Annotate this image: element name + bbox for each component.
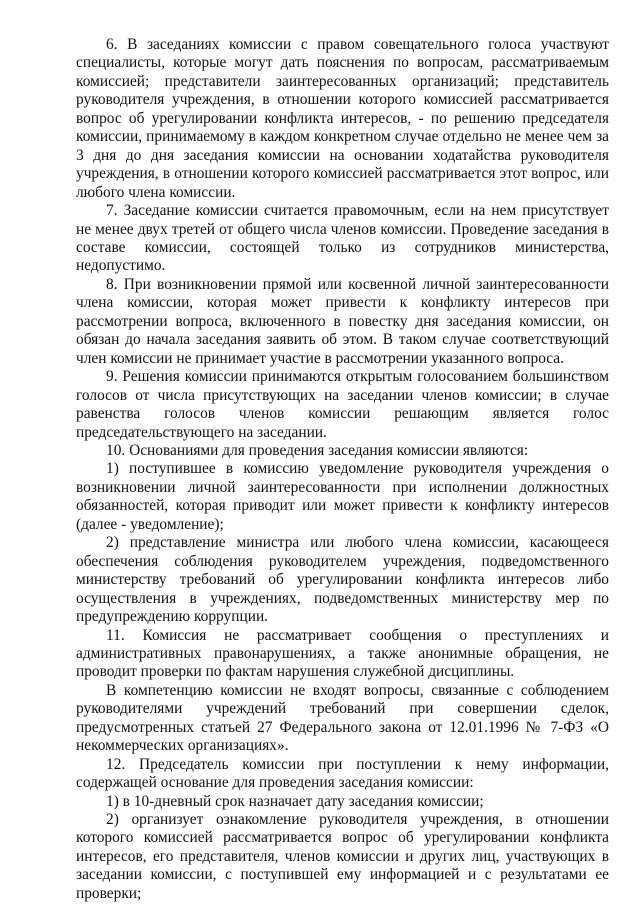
paragraph-item-11: 11. Комиссия не рассматривает сообщения о преступлениях и административных правонарушениях, а также анонимные обращения, не проводит проверки по фактам нарушения служебной дисциплины. [76, 626, 609, 681]
paragraph-subitem-12-1: 1) в 10-дневный срок назначает дату заседания комиссии; [106, 792, 484, 810]
paragraph-item-10: 10. Основаниями для проведения заседания комиссии являются: [106, 441, 529, 459]
paragraph-subitem-12-2: 2) организует ознакомление руководителя учреждения, в отношении которого комиссией рассматривается вопрос об урегулировании конфликта интересов, его представителя, членов комиссии и других лиц, участвующих в заседании комиссии, с поступившей ему информацией и с результатами ее проверки; [76, 811, 609, 902]
paragraph-item-12: 12. Председатель комиссии при поступлении к нему информации, содержащей основание для проведения заседания комиссии: [76, 755, 609, 792]
paragraph-item-9: 9. Решения комиссии принимаются открытым голосованием большинством голосов от числа присутствующих на заседании членов комиссии; в случае равенства голосов членов комиссии решающим является голос председательствующего на заседании. [76, 368, 609, 441]
paragraph-item-6: 6. В заседаниях комиссии с правом совещательного голоса участвуют специалисты, которые могут дать пояснения по вопросам, рассматриваемым комиссией; представители заинтересованных организаций; представитель руководителя учреждения, в отношении которого комиссией рассматривается вопрос об урегулировании конфликта интересов, - по решению председателя комиссии, принимаемому в каждом конкретном случае отдельно не менее чем за 3 дня до дня заседания комиссии на основании ходатайства руководителя учреждения, в отношении которого комиссией рассматривается этот вопрос, или любого члена комиссии. [76, 36, 609, 201]
document-page [76, 36, 609, 903]
paragraph-item-7: 7. Заседание комиссии считается правомочным, если на нем присутствует не менее двух третей от общего числа членов комиссии. Проведение заседания в составе комиссии, состоящей только из сотрудников министерства, недопустимо. [76, 202, 609, 275]
paragraph-item-8: 8. При возникновении прямой или косвенной личной заинтересованности члена комиссии, которая может привести к конфликту интересов при рассмотрении вопроса, включенного в повестку дня заседания комиссии, он обязан до начала заседания заявить об этом. В таком случае соответствующий член комиссии не принимает участие в рассмотрении указанного вопроса. [76, 275, 609, 367]
paragraph-competence-note: В компетенцию комиссии не входят вопросы, связанные с соблюдением руководителями учреждений требований при совершении сделок, предусмотренных статьей 27 Федерального закона от 12.01.1996 № 7-ФЗ «О некоммерческих организациях». [76, 681, 609, 755]
paragraph-subitem-10-2: 2) представление министра или любого члена комиссии, касающееся обеспечения соблюдения руководителем учреждения, подведомственного министерству требований об урегулировании конфликта интересов либо осуществления в учреждениях, подведомственных министерству мер по предупреждению коррупции. [76, 534, 609, 626]
paragraph-subitem-10-1: 1) поступившее в комиссию уведомление руководителя учреждения о возникновении личной заинтересованности при исполнении должностных обязанностей, которая приводит или может привести к конфликту интересов (далее - уведомление); [76, 460, 609, 533]
